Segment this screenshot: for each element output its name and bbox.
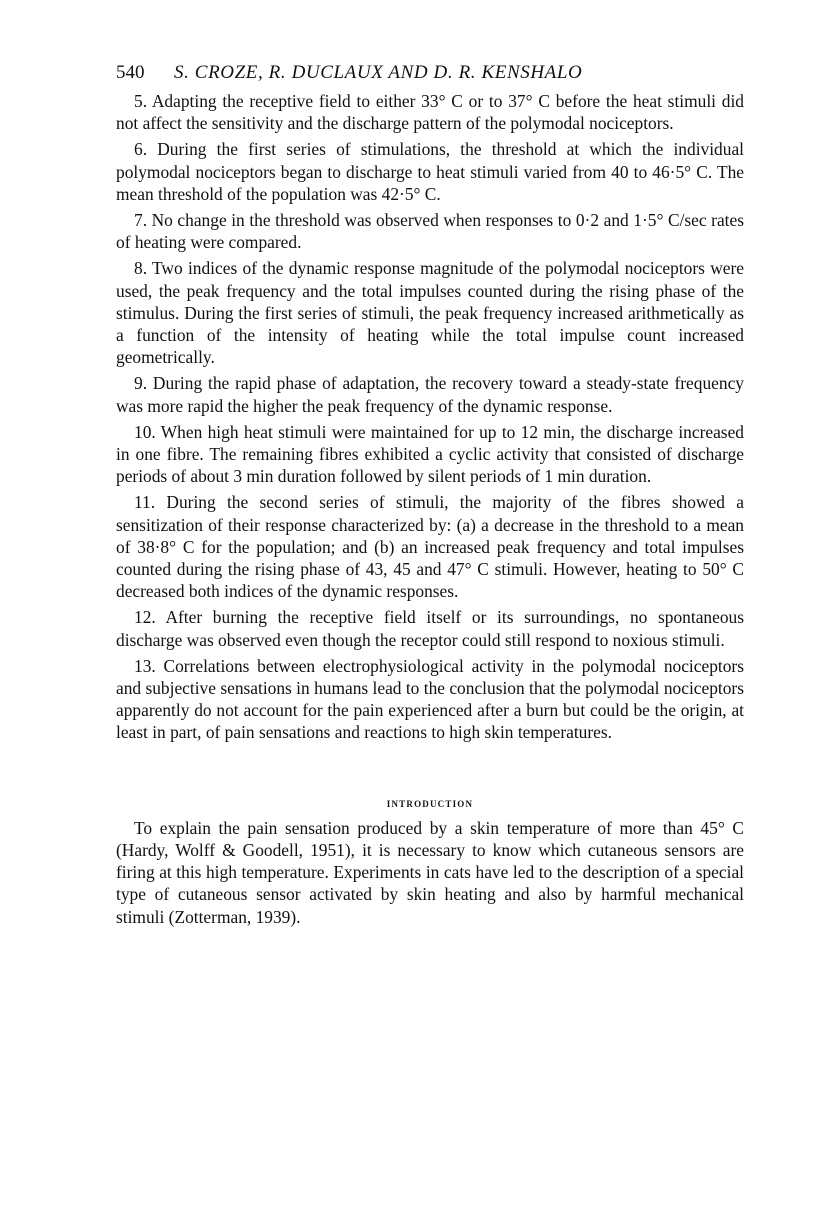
summary-item-9: 9. During the rapid phase of adaptation, the recovery toward a steady-state frequency was more rapid the higher the peak frequency of the dynamic response. [116,373,744,416]
summary-item-13: 13. Correlations between electrophysiological activity in the polymodal nociceptors and subjective sensations in humans lead to the conclusion that the polymodal nociceptors apparently do not account for the pain experienced after a burn but could be the origin, at least in part, of pain sensations and reactions to high skin temperatures. [116,655,744,743]
summary-item-11: 11. During the second series of stimuli, the majority of the fibres showed a sensitization of their response characterized by: (a) a decrease in the threshold to a mean of 38·8° C for the population; and (b) an increased peak frequency and total impulses counted during the rising phase of 43, 45 and 47° C stimuli. However, heating to 50° C decreased both indices of the dynamic responses. [116,492,744,602]
summary-item-8: 8. Two indices of the dynamic response magnitude of the polymodal nociceptors were used, the peak frequency and the total impulses counted during the rising phase of the stimulus. During the first series of stimuli, the peak frequency increased arithmetically as a function of the intensity of heating while the total impulse count increased geometrically. [116,258,744,368]
introduction-paragraph: To explain the pain sensation produced by a skin temperature of more than 45° C (Hardy, Wolff & Goodell, 1951), it is necessary to know which cutaneous sensors are firing at this high temperature. Experiments in cats have led to the description of a special type of cutaneous sensor activated by skin heating and also by harmful mechanical stimuli (Zotterman, 1939). [116,817,744,927]
summary-item-10: 10. When high heat stimuli were maintained for up to 12 min, the discharge increased in one fibre. The remaining fibres exhibited a cyclic activity that consisted of discharge periods of about 3 min duration followed by silent periods of 1 min duration. [116,421,744,487]
summary-item-6: 6. During the first series of stimulations, the threshold at which the individual polymodal nociceptors began to discharge to heat stimuli varied from 40 to 46·5° C. The mean threshold of the population was 42·5° C. [116,139,744,204]
summary-item-5: 5. Adapting the receptive field to either 33° C or to 37° C before the heat stimuli did not affect the sensitivity and the discharge pattern of the polymodal nociceptors. [116,91,744,134]
running-head [116,62,744,84]
page-number: 540 [116,62,145,83]
running-head-authors: S. CROZE, R. DUCLAUX AND D. R. KENSHALO [174,62,583,83]
summary-item-12: 12. After burning the receptive field itself or its surroundings, no spontaneous discharge was observed even though the receptor could still respond to noxious stimuli. [116,607,744,650]
introduction-heading: introduction [386,795,474,810]
summary-list [116,90,744,744]
summary-item-7: 7. No change in the threshold was observed when responses to 0·2 and 1·5° C/sec rates of heating were compared. [116,210,744,253]
paper-page [116,62,744,928]
